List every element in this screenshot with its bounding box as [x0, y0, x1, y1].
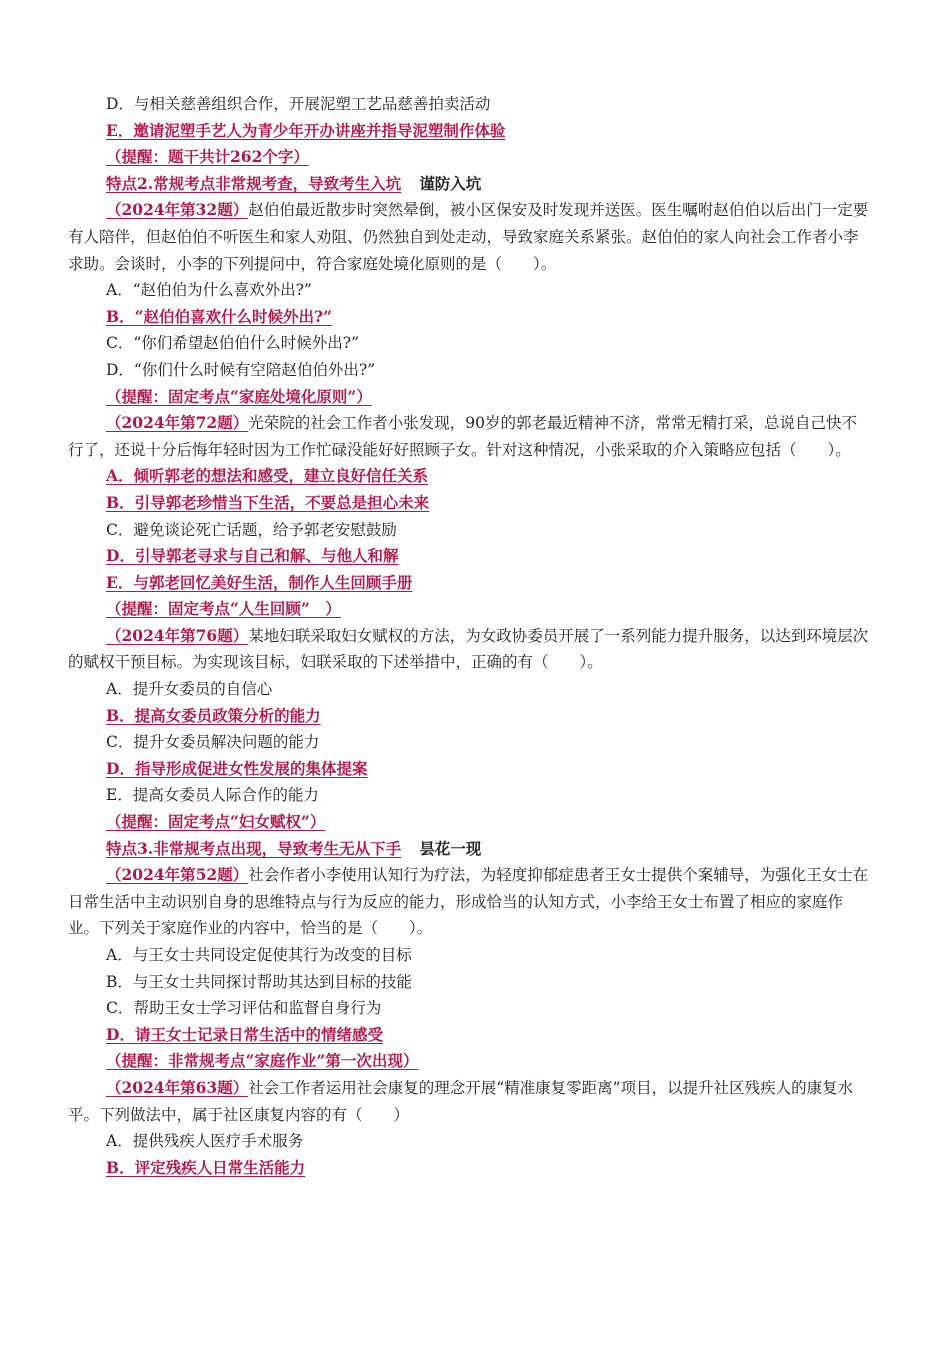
option-text: C．帮助王女士学习评估和监督自身行为	[106, 999, 382, 1018]
option-text: D．引导郭老寻求与自己和解、与他人和解	[106, 546, 399, 566]
reminder-note	[106, 809, 870, 836]
answer-option	[106, 304, 870, 331]
option-text: D．“你们什么时候有空陪赵伯伯外出?”	[106, 360, 376, 379]
option	[106, 277, 870, 304]
option	[106, 995, 870, 1022]
question-text: 社会作者小李使用认知行为疗法，为轻度抑郁症患者王女士提供个案辅导，为强化王女士在日常生活中主动识别自身的思维特点与行为反应的能力，形成恰当的认知方式，小李给王女士布置了相应的家庭作业。下列关于家庭作业的内容中，恰当的是（ ）。	[68, 866, 869, 938]
question-stem	[68, 623, 870, 676]
option-text: D．与相关慈善组织合作，开展泥塑工艺品慈善拍卖活动	[106, 95, 491, 113]
option-text: A．提供残疾人医疗手术服务	[106, 1132, 304, 1151]
question-text: 光荣院的社会工作者小张发现，90岁的郭老最近精神不济，常常无精打采，总说自己快不行了，还说十分后悔年轻时因为工作忙碌没能好好照顾子女。针对这种情况，小张采取的介入策略应包括（ ）。	[68, 414, 857, 459]
option-text: A．“赵伯伯为什么喜欢外出?”	[106, 281, 312, 300]
option-text: C．“你们希望赵伯伯什么时候外出?”	[106, 334, 360, 353]
option	[106, 517, 870, 544]
section-heading-tag: 昙花一现	[419, 838, 482, 858]
option-text: B．引导郭老珍惜当下生活，不要总是担心未来	[106, 492, 430, 512]
option	[106, 357, 870, 384]
answer-option	[106, 118, 870, 145]
reminder-text: （提醒：固定考点“家庭处境化原则”）	[106, 386, 372, 406]
option	[106, 969, 870, 996]
answer-option	[106, 756, 870, 783]
option-text: A．倾听郭老的想法和感受，建立良好信任关系	[106, 466, 429, 486]
reminder-note	[106, 144, 870, 171]
option	[106, 1128, 870, 1155]
option-text: D．请王女士记录日常生活中的情绪感受	[106, 1024, 383, 1044]
reminder-text: （提醒：题干共计262个字）	[106, 147, 309, 167]
answer-option	[106, 1155, 870, 1182]
question-text: 赵伯伯最近散步时突然晕倒，被小区保安及时发现并送医。医生嘱咐赵伯伯以后出门一定要有人陪伴，但赵伯伯不听医生和家人劝阻、仍然独自到处走动，导致家庭关系紧张。赵伯伯的家人向社会工作者小李求助。会谈时，小李的下列提问中，符合家庭处境化原则的是（ ）。	[68, 201, 869, 273]
question-label: （2024年第52题）	[106, 865, 249, 885]
reminder-text: （提醒：固定考点“妇女赋权”）	[106, 812, 326, 832]
option-text: D．指导形成促进女性发展的集体提案	[106, 758, 368, 778]
option	[106, 729, 870, 756]
question-label: （2024年第63题）	[106, 1077, 249, 1097]
reminder-note	[106, 1048, 870, 1075]
option-text: B．与王女士共同探讨帮助其达到目标的技能	[106, 972, 412, 991]
reminder-text: （提醒：固定考点“人生回顾” ）	[106, 599, 341, 619]
question-text: 社会工作者运用社会康复的理念开展“精准康复零距离”项目，以提升社区残疾人的康复水平。下列做法中，属于社区康复内容的有（ ）	[68, 1078, 854, 1124]
question-stem	[68, 1075, 870, 1128]
answer-option	[106, 570, 870, 597]
answer-option	[106, 1022, 870, 1049]
section-heading-label: 特点2.常规考点非常规考查，导致考生入坑	[106, 173, 402, 193]
answer-option	[106, 703, 870, 730]
reminder-note	[106, 596, 870, 623]
option-text: A．提升女委员的自信心	[106, 680, 273, 699]
question-label: （2024年第32题）	[106, 200, 249, 220]
question-text: 某地妇联采取妇女赋权的方法，为女政协委员开展了一系列能力提升服务，以达到环境层次的赋权干预目标。为实现该目标，妇联采取的下述举措中，正确的有（ ）。	[68, 626, 869, 672]
section-heading-label: 特点3.非常规考点出现，导致考生无从下手	[106, 838, 402, 858]
option-text: C．提升女委员解决问题的能力	[106, 733, 320, 752]
question-stem	[68, 410, 870, 463]
option	[106, 91, 870, 118]
option-text: E．与郭老回忆美好生活，制作人生回顾手册	[106, 572, 413, 592]
answer-option	[106, 490, 870, 517]
option-text: E．邀请泥塑手艺人为青少年开办讲座并指导泥塑制作体验	[106, 120, 506, 140]
option	[106, 330, 870, 357]
answer-option	[106, 463, 870, 490]
question-stem	[68, 862, 870, 942]
section-heading	[106, 836, 870, 863]
question-label: （2024年第76题）	[106, 625, 249, 645]
answer-option	[106, 543, 870, 570]
reminder-note	[106, 384, 870, 411]
option-text: B．评定残疾人日常生活能力	[106, 1157, 306, 1177]
option-text: C．避免谈论死亡话题，给予郭老安慰鼓励	[106, 520, 397, 539]
option	[106, 676, 870, 703]
document-body	[68, 91, 870, 1181]
option	[106, 942, 870, 969]
option-text: A．与王女士共同设定促使其行为改变的目标	[106, 946, 412, 964]
section-heading	[106, 171, 870, 198]
option-text: B．“赵伯伯喜欢什么时候外出?”	[106, 306, 333, 326]
question-label: （2024年第72题）	[106, 413, 249, 433]
section-heading-tag: 谨防入坑	[419, 173, 482, 193]
reminder-text: （提醒：非常规考点“家庭作业”第一次出现）	[106, 1051, 419, 1071]
option-text: E．提高女委员人际合作的能力	[106, 786, 319, 805]
question-stem	[68, 197, 870, 277]
option-text: B．提高女委员政策分析的能力	[106, 705, 321, 725]
option	[106, 782, 870, 809]
